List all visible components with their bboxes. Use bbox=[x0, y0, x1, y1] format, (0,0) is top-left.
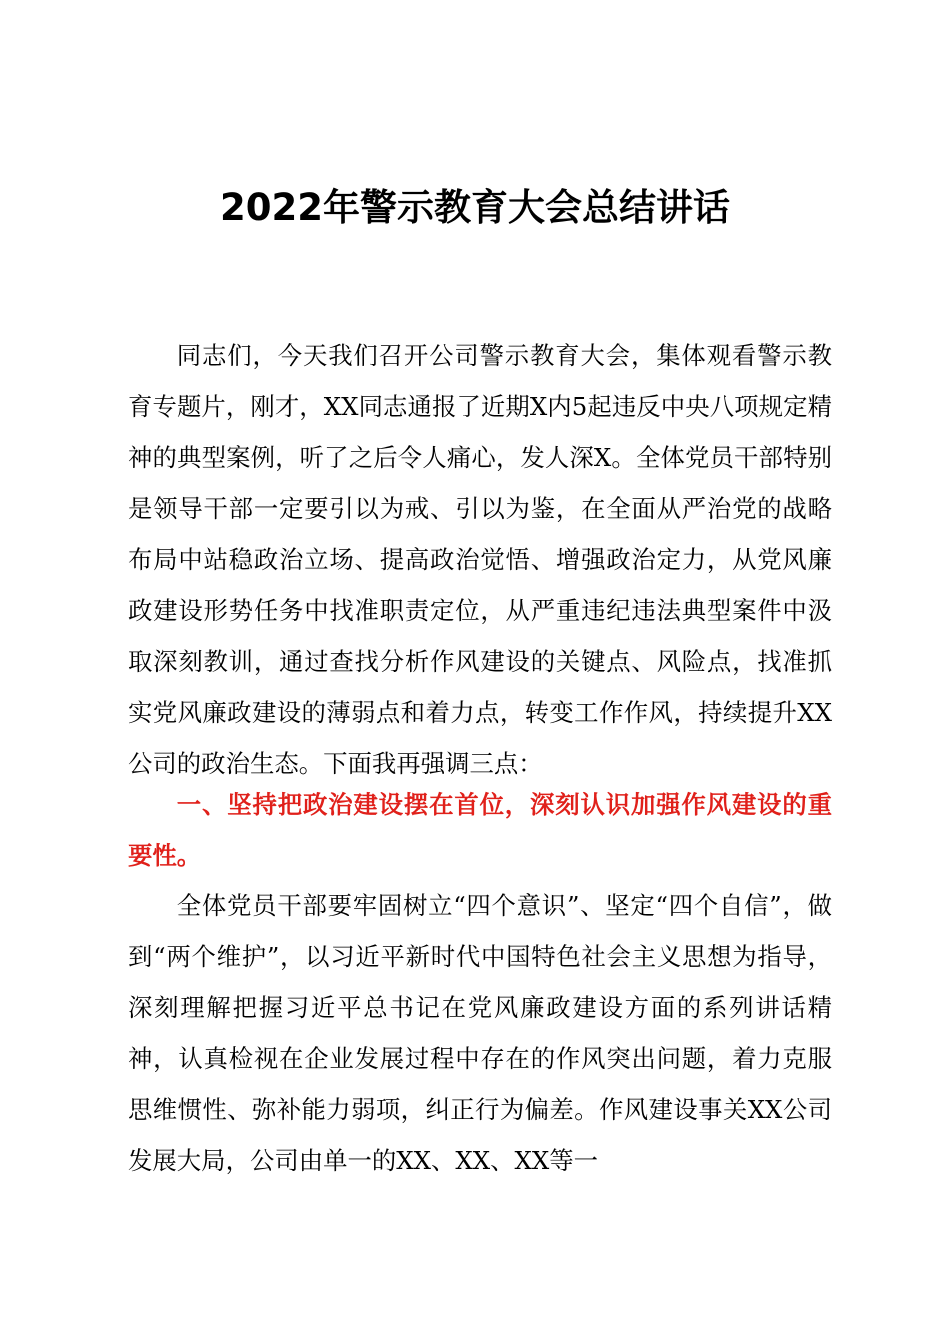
section-1-paragraph: 全体党员干部要牢固树立“四个意识”、坚定“四个自信”，做到“两个维护”，以习近平新时代中国特色社会主义思想为指导，深刻理解把握习近平总书记在党风廉政建设方面的系列讲话精神，认真检视在企业发展过程中存在的作风突出问题，着力克服思维惯性、弥补能力弱项，纠正行为偏差。作风建设事关XX公司发展大局，公司由单一的XX、XX、XX等一 bbox=[128, 891, 832, 1175]
section-heading-1: 一、坚持把政治建设摆在首位，深刻认识加强作风建设的重要性。 bbox=[128, 790, 832, 870]
intro-paragraph: 同志们，今天我们召开公司警示教育大会，集体观看警示教育专题片，刚才，XX同志通报了近期X内5起违反中央八项规定精神的典型案例，听了之后令人痛心，发人深X。全体党员干部特别是领导干部一定要引以为戒、引以为鉴，在全面从严治党的战略布局中站稳政治立场、提高政治觉悟、增强政治定力，从党风廉政建设形势任务中找准职责定位，从严重违纪违法典型案件中汲取深刻教训，通过查找分析作风建设的关键点、风险点，找准抓实党风廉政建设的薄弱点和着力点，转变工作作风，持续提升XX公司的政治生态。下面我再强调三点： bbox=[128, 341, 832, 778]
document-title: 2022年警示教育大会总结讲话 bbox=[220, 186, 730, 229]
